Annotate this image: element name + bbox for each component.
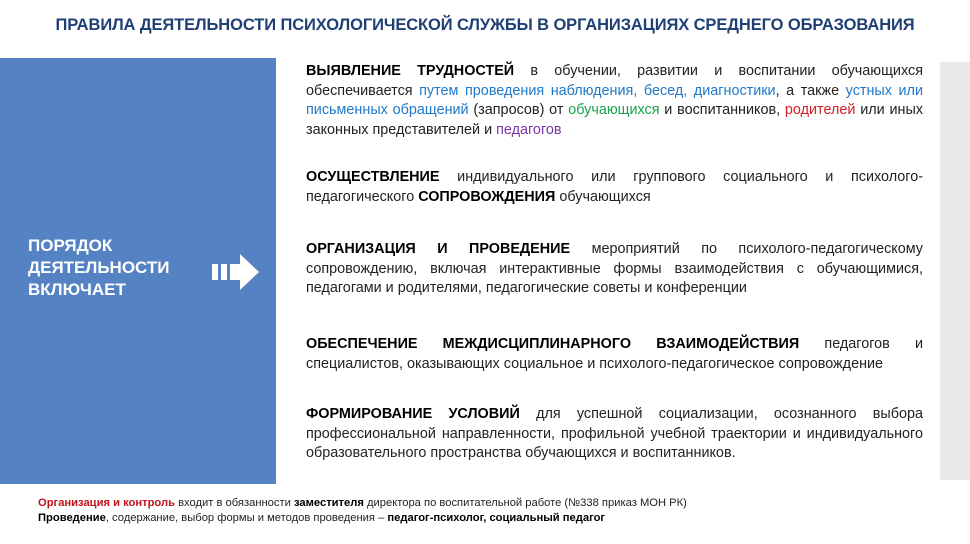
item-text: в обучении, развитии и воспитании обучающихся обеспечивается bbox=[306, 63, 923, 99]
item-identifying-difficulties bbox=[306, 62, 923, 140]
item-heading: ФОРМИРОВАНИЕ УСЛОВИЙ bbox=[306, 406, 520, 422]
item-conditions bbox=[306, 405, 923, 464]
footer-bold: педагог-психолог, социальный педагог bbox=[387, 512, 606, 524]
item-heading: ВЫЯВЛЕНИЕ ТРУДНОСТЕЙ bbox=[306, 63, 515, 79]
footer-bold: заместителя bbox=[293, 497, 364, 509]
item-text: обучающихся bbox=[555, 188, 651, 205]
item-text: для успешной социализации, осознанного выбора профессиональной направленности, профильной учебной траектории и индивидуального образовательного пространства обучающихся и воспитанников. bbox=[306, 406, 923, 461]
procedure-label-line: ДЕЯТЕЛЬНОСТИ bbox=[28, 258, 170, 277]
procedure-label-line: ПОРЯДОК bbox=[28, 236, 113, 255]
item-text: мероприятий по психолого-педагогическому сопровождению, включая интерактивные формы взаимодействия с обучающимися, педагогами и родителями, педагогические советы и конференции bbox=[306, 241, 923, 296]
highlight-parents: родителей bbox=[784, 102, 856, 118]
item-heading: СОПРОВОЖДЕНИЯ bbox=[418, 188, 556, 205]
highlight-students: обучающихся bbox=[568, 102, 660, 118]
item-text: индивидуального или группового социального и психолого-педагогического bbox=[306, 169, 923, 205]
item-heading: ОРГАНИЗАЦИЯ И ПРОВЕДЕНИЕ bbox=[306, 241, 571, 257]
item-heading: ОСУЩЕСТВЛЕНИЕ bbox=[306, 169, 440, 185]
footer-text: , содержание, выбор формы и методов проведения – bbox=[105, 512, 388, 524]
item-organization bbox=[306, 240, 923, 299]
highlight-teachers: педагогов bbox=[496, 121, 562, 138]
highlight-methods: путем проведения наблюдения, бесед, диагностики bbox=[419, 82, 776, 99]
left-panel bbox=[0, 58, 276, 484]
footer-highlight: Организация и контроль bbox=[38, 497, 175, 509]
item-text: (запросов) от bbox=[468, 102, 569, 118]
footer-text: директора по воспитательной работе (№338 приказ МОН РК) bbox=[363, 497, 687, 509]
footer-bold: Проведение bbox=[38, 512, 106, 524]
item-text: и воспитанников, bbox=[659, 102, 785, 118]
footer-text: входит в обязанности bbox=[174, 497, 294, 509]
item-text: или иных законных представителей и bbox=[306, 102, 923, 138]
footer-line-conduct bbox=[38, 511, 938, 526]
item-heading: ОБЕСПЕЧЕНИЕ МЕЖДИСЦИПЛИНАРНОГО ВЗАИМОДЕЙСТВИЯ bbox=[306, 336, 800, 352]
right-arrow-icon bbox=[212, 252, 260, 292]
footer-line-control bbox=[38, 496, 938, 511]
item-text: , а также bbox=[775, 82, 846, 99]
item-support bbox=[306, 168, 923, 207]
highlight-appeals: устных или письменных обращений bbox=[306, 82, 923, 118]
item-text: педагогов и специалистов, оказывающих социальное и психолого-педагогическое сопровождение bbox=[306, 336, 923, 372]
procedure-label bbox=[28, 235, 170, 301]
procedure-label-line: ВКЛЮЧАЕТ bbox=[28, 280, 126, 299]
footer-note bbox=[38, 496, 938, 526]
page-title: ПРАВИЛА ДЕЯТЕЛЬНОСТИ ПСИХОЛОГИЧЕСКОЙ СЛУЖБЫ В ОРГАНИЗАЦИЯХ СРЕДНЕГО ОБРАЗОВАНИЯ bbox=[55, 16, 915, 34]
item-interdisciplinary bbox=[306, 335, 923, 374]
right-side-bar bbox=[940, 62, 970, 480]
